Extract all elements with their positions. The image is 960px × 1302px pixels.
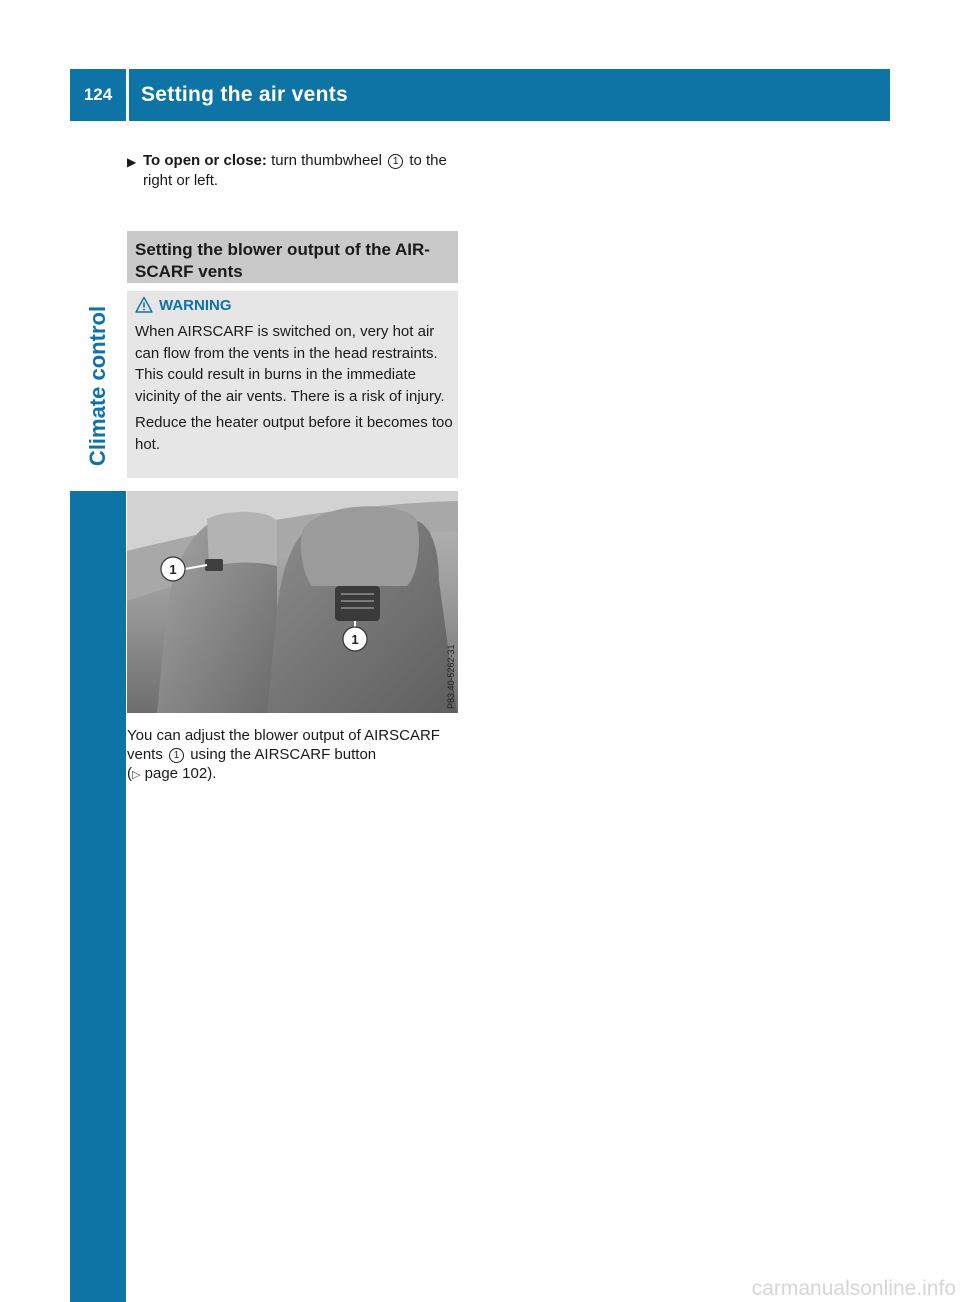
callout-1-right-label: 1 <box>351 632 359 647</box>
footer-watermark: carmanualsonline.info <box>751 1277 956 1300</box>
instruction-lead: To open or close: <box>143 152 267 169</box>
callout-1-left-label: 1 <box>169 562 177 577</box>
left-air-vent <box>205 559 223 571</box>
warning-body <box>135 321 455 460</box>
side-tab-label: Climate control <box>85 305 110 467</box>
warning-triangle-icon <box>135 296 153 314</box>
header-divider <box>126 69 129 121</box>
image-code: P83.40-5262-31 <box>446 644 456 709</box>
page-reference-link[interactable]: page 102). <box>144 765 217 782</box>
right-air-vent <box>335 586 380 621</box>
caption-text-after: using the AIRSCARF button <box>190 746 377 763</box>
subsection-title: Setting the blower output of the AIR-SCARF vents <box>135 240 430 281</box>
instruction-step <box>127 151 457 191</box>
instruction-text-after: to the right or left. <box>143 152 447 189</box>
warning-paragraph: Reduce the heater output before it becomes too hot. <box>135 414 453 453</box>
page-header <box>70 69 890 121</box>
instruction-text-before: turn thumbwheel <box>271 152 382 169</box>
figure-caption: You can adjust the blower output of AIRSCARF vents 1 using the AIRSCARF button (▷ page 102). <box>127 727 440 782</box>
callout-marker: 1 <box>169 748 184 763</box>
subsection-heading <box>127 231 458 283</box>
page-number: 124 <box>83 85 113 104</box>
seat-illustration <box>127 491 458 713</box>
warning-box <box>127 291 458 478</box>
caption-text-before: You can adjust the blower output of AIRSCARF vents <box>127 727 440 763</box>
page-reference-arrow-icon: ▷ <box>132 769 141 781</box>
triangle-right-icon: ▶ <box>127 155 137 169</box>
warning-paragraph: When AIRSCARF is switched on, very hot air can flow from the vents in the head restraints. This could result in burns in the immediate vicinity of the air vents. There is a risk of injury. <box>135 323 445 405</box>
warning-label: WARNING <box>159 296 232 314</box>
section-title: Setting the air vents <box>141 83 349 106</box>
side-tab-block <box>70 491 126 1302</box>
callout-marker: 1 <box>388 154 403 169</box>
seat-photo <box>127 491 458 713</box>
warning-heading <box>135 296 232 314</box>
